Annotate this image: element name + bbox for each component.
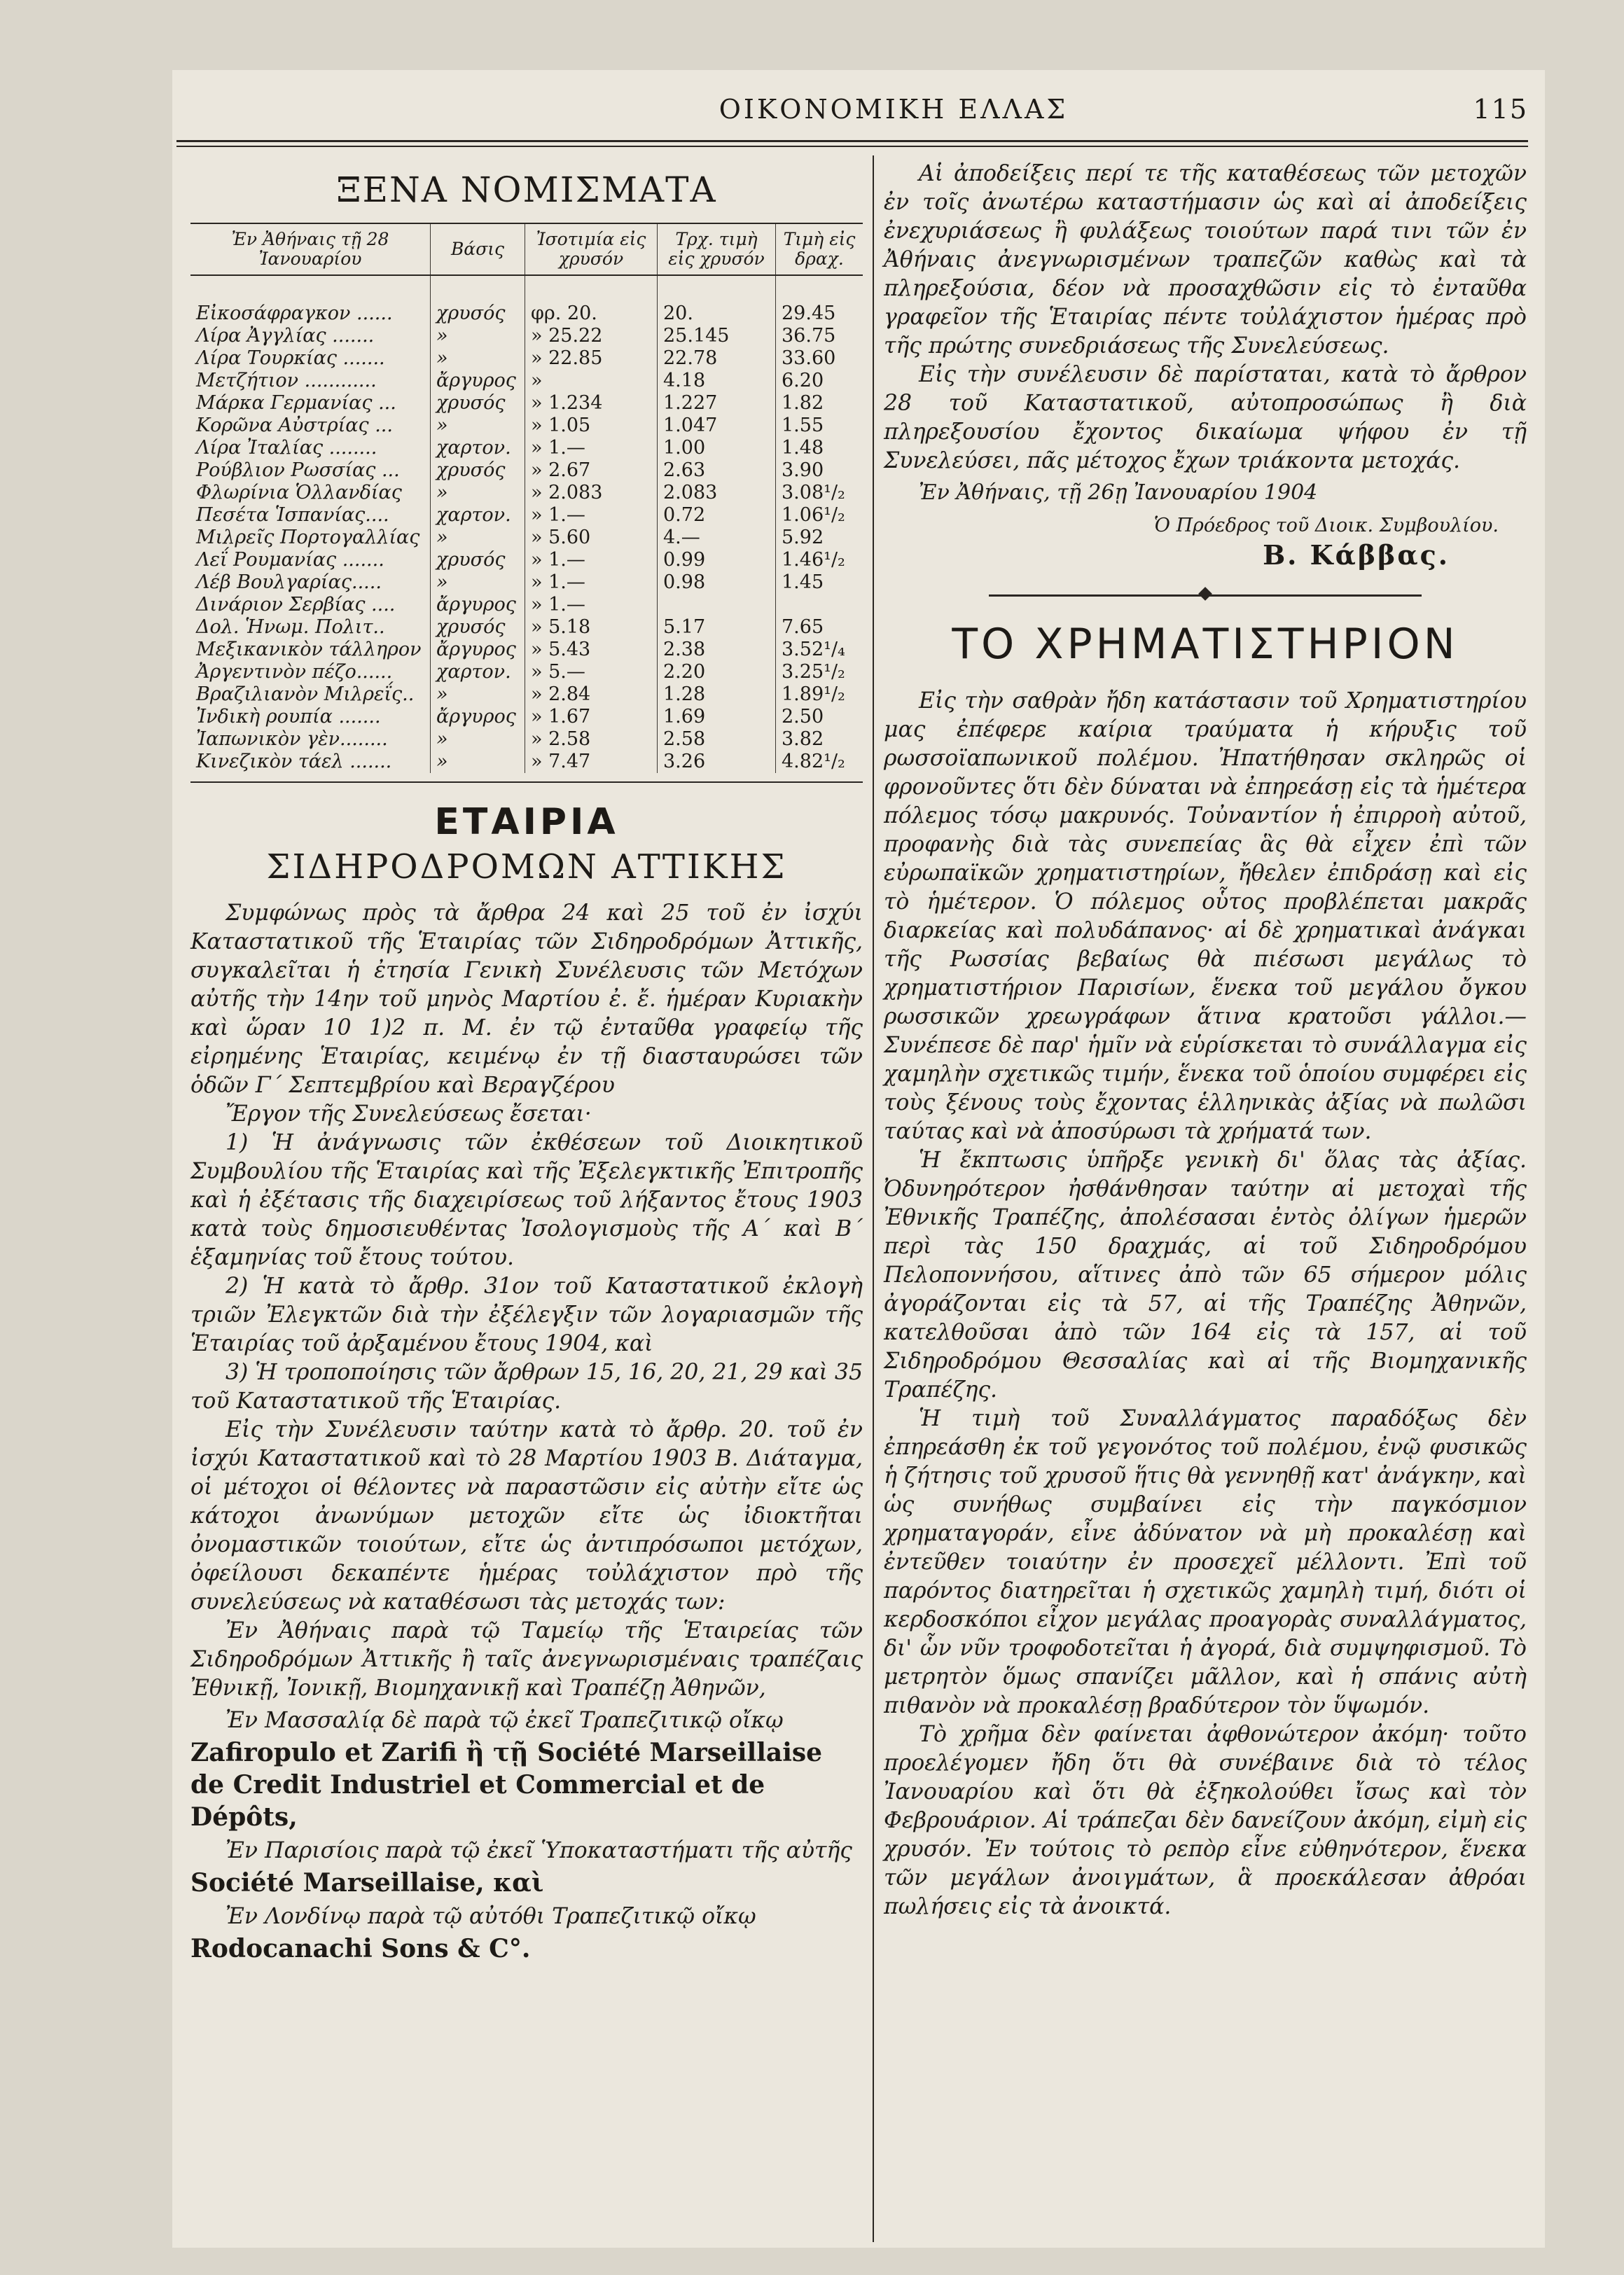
- table-cell: 1.28: [658, 683, 776, 706]
- page-number: 115: [1473, 94, 1528, 125]
- table-cell: »: [431, 728, 525, 751]
- table-cell: Λίρα Τουρκίας .......: [196, 347, 385, 369]
- table-cell: χρυσός: [431, 275, 525, 325]
- table-row: [190, 527, 863, 549]
- table-cell: » 5.60: [525, 527, 658, 549]
- table-cell: χαρτον.: [431, 437, 525, 459]
- notice-paragraph: Ἔργον τῆς Συνελεύσεως ἔσεται·: [225, 1101, 592, 1127]
- table-cell: Ἰαπωνικὸν γὲν........: [196, 728, 388, 750]
- table-cell: » 22.85: [525, 347, 658, 370]
- column-header: Τιμὴ εἰς δραχ.: [776, 223, 863, 275]
- deposit-location-prefix: Ἐν Λονδίνῳ παρὰ τῷ αὐτόθι Τραπεζιτικῷ οἴκῳ: [225, 1904, 756, 1929]
- table-cell: 1.48: [776, 437, 863, 459]
- table-row: [190, 347, 863, 370]
- table-row: [190, 594, 863, 616]
- table-cell: » 1.05: [525, 415, 658, 437]
- table-cell: 2.38: [658, 639, 776, 661]
- table-cell: » 1.234: [525, 392, 658, 415]
- table-cell: Λέβ Βουλγαρίας.....: [196, 571, 382, 593]
- article-paragraph: Τὸ χρῆμα δὲν φαίνεται ἀφθονώτερον ἀκόμη· τοῦτο προελέγομεν ἤδη ὅτι θὰ συνέβαινε διὰ τὸ τέλος Ἰανουαρίου καὶ ὅτι θὰ ἐξηκολούθει ἴσως καὶ τὸν Φεβρουάριον. Αἱ τράπεζαι δὲν δανείζουν ἀκόμη, εἰμὴ εἰς χρυσόν. Ἐν τούτοις τὸ ρεπὸρ εἶνε εὐθηνότερον, ἕνεκα τῶν μεγάλων ἀνοιγμάτων, ἃ προεκάλεσαν ἀθρόαι πωλήσεις εἰς τὰ ἀνοικτά.: [884, 1722, 1527, 1919]
- table-cell: 0.98: [658, 571, 776, 594]
- article-paragraph: Εἰς τὴν σαθρὰν ἤδη κατάστασιν τοῦ Χρηματιστηρίου μας ἐπέφερε καίρια τραύματα ἡ κήρυξις τοῦ ρωσσοϊαπωνικοῦ πολέμου. Ἠπατήθησαν σκληρῶς οἱ φρονοῦντες ὅτι δὲν δύναται νὰ ἐπηρεάσῃ εἰς τὰ ἡμέτερα πόλεμος τόσῳ μακρυνός. Τοὐναντίον ἡ ἐπιρροὴ αὐτοῦ, προφανὴς διὰ τὰς συνεπείας ἃς θὰ εἶχεν ἐπὶ τῶν εὐρωπαϊκῶν χρηματιστηρίων, ἤθελεν ἐπιδράσῃ καὶ εἰς τὸ ἡμέτερον. Ὁ πόλεμος οὗτος προβλέπεται μακρᾶς διαρκείας καὶ πολυδάπανος· αἱ δὲ χρηματικαὶ ἀνάγκαι τῆς Ρωσσίας βεβαίως θὰ πιέσωσι μεγάλως τὸ χρηματιστήριον Παρισίων, ἕνεκα τοῦ μεγάλου ὄγκου ρωσσικῶν χρεωγράφων ἅτινα κρατοῦσι γάλλοι.— Συνέπεσε δὲ παρ' ἡμῖν νὰ εὑρίσκεται τὸ συνάλλαγμα εἰς χαμηλὴν σχετικῶς τιμήν, ἕνεκα τοῦ ὁποίου συμφέρει εἰς τοὺς ξένους τοὺς ἔχοντας ἑλληνικὰς ἀξίας νὰ πωλῶσι ταύτας καὶ νὰ ἀποσύρωσι τὰ χρήματά των.: [884, 688, 1527, 1144]
- table-cell: χαρτον.: [431, 504, 525, 527]
- column-header: Τρχ. τιμὴ εἰς χρυσόν: [658, 223, 776, 275]
- table-cell: [776, 594, 863, 616]
- table-cell: 2.58: [658, 728, 776, 751]
- table-cell: »: [431, 571, 525, 594]
- table-cell: » 1.—: [525, 549, 658, 571]
- table-cell: » 1.—: [525, 571, 658, 594]
- table-cell: φρ. 20.: [525, 275, 658, 325]
- table-row: [190, 275, 863, 325]
- table-cell: 4.82¹/₂: [776, 751, 863, 773]
- table-row: [190, 616, 863, 639]
- table-cell: » 2.84: [525, 683, 658, 706]
- table-row: [190, 728, 863, 751]
- table-cell: 4.—: [658, 527, 776, 549]
- table-cell: »: [431, 415, 525, 437]
- table-cell: ἄργυρος: [431, 639, 525, 661]
- table-row: [190, 549, 863, 571]
- table-row: [190, 751, 863, 773]
- table-row: [190, 683, 863, 706]
- currency-table: [190, 223, 863, 773]
- table-cell: 0.72: [658, 504, 776, 527]
- table-cell: [658, 594, 776, 616]
- separator-diamond-icon: [1198, 587, 1212, 601]
- table-cell: 1.227: [658, 392, 776, 415]
- table-cell: 1.89¹/₂: [776, 683, 863, 706]
- deposit-location-bank: Rodocanachi Sons & C°.: [190, 1934, 531, 1963]
- table-cell: 3.08¹/₂: [776, 482, 863, 504]
- notice-paragraph: Εἰς τὴν συνέλευσιν δὲ παρίσταται, κατὰ τὸ ἄρθρον 28 τοῦ Καταστατικοῦ, αὐτοπροσώπως ἢ διὰ πληρεξουσίου ἔχοντος δικαίωμα ψήφου ἐν τῇ Συνελεύσει, πᾶς μέτοχος ἔχων τριάκοντα μετοχάς.: [884, 362, 1527, 473]
- table-cell: 3.26: [658, 751, 776, 773]
- table-cell: ἄργυρος: [431, 370, 525, 392]
- table-cell: » 1.—: [525, 594, 658, 616]
- table-cell: 4.18: [658, 370, 776, 392]
- table-bottom-rule: [190, 781, 863, 783]
- table-cell: 3.52¹/₄: [776, 639, 863, 661]
- deposit-location: [190, 1833, 863, 1899]
- table-cell: Μετζήτιον ............: [196, 370, 377, 391]
- table-cell: 25.145: [658, 325, 776, 347]
- table-cell: 6.20: [776, 370, 863, 392]
- table-row: [190, 415, 863, 437]
- table-row: [190, 392, 863, 415]
- left-column: [190, 160, 863, 1965]
- table-row: [190, 325, 863, 347]
- table-cell: »: [431, 683, 525, 706]
- table-cell: » 25.22: [525, 325, 658, 347]
- table-cell: Μεξικανικὸν τάλληρον: [196, 639, 422, 660]
- table-cell: » 2.083: [525, 482, 658, 504]
- table-cell: 1.69: [658, 706, 776, 728]
- table-cell: 5.92: [776, 527, 863, 549]
- table-cell: Δινάριον Σερβίας ....: [196, 594, 396, 615]
- table-cell: Πεσέτα Ἱσπανίας....: [196, 504, 389, 526]
- table-cell: » 2.67: [525, 459, 658, 482]
- table-row: [190, 482, 863, 504]
- table-row: [190, 459, 863, 482]
- table-cell: Λίρα Ἰταλίας ........: [196, 437, 377, 459]
- table-cell: 3.25¹/₂: [776, 661, 863, 683]
- table-row: [190, 370, 863, 392]
- table-cell: Βραζιλιανὸν Μιλρεΐς..: [196, 683, 415, 705]
- column-divider: [873, 155, 874, 2242]
- agenda-item: 2) Ἡ κατὰ τὸ ἄρθρ. 31ον τοῦ Καταστατικοῦ ἐκλογὴ τριῶν Ἐλεγκτῶν διὰ τὴν ἐξέλεγξιν τῶν λογαριασμῶν τῆς Ἑταιρίας τοῦ ἀρξαμένου ἔτους 1904, καὶ: [190, 1274, 863, 1356]
- deposit-location-prefix: Ἐν Παρισίοις παρὰ τῷ ἐκεῖ Ὑποκαταστήματι τῆς αὐτῆς: [225, 1838, 852, 1863]
- signatory-title: Ὁ Πρόεδρος τοῦ Διοικ. Συμβουλίου.: [1153, 515, 1499, 536]
- table-cell: Μιλρεῖς Πορτογαλλίας: [196, 527, 420, 548]
- table-cell: » 7.47: [525, 751, 658, 773]
- column-header: Ἰσοτιμία εἰς χρυσόν: [525, 223, 658, 275]
- table-cell: 1.82: [776, 392, 863, 415]
- table-cell: »: [431, 527, 525, 549]
- table-row: [190, 571, 863, 594]
- table-cell: Ἰνδικὴ ρουπία .......: [196, 706, 381, 728]
- company-subtitle: ΣΙΔΗΡΟΔΡΟΜΩΝ ΑΤΤΙΚΗΣ: [266, 847, 787, 886]
- table-cell: » 1.—: [525, 504, 658, 527]
- table-cell: » 5.—: [525, 661, 658, 683]
- table-row: [190, 661, 863, 683]
- page-header: [172, 90, 1545, 132]
- table-cell: » 1.67: [525, 706, 658, 728]
- table-cell: Φλωρίνια Ὁλλανδίας: [196, 482, 402, 503]
- agenda-item: 1) Ἡ ἀνάγνωσις τῶν ἐκθέσεων τοῦ Διοικητικοῦ Συμβουλίου τῆς Ἑταιρίας καὶ τῆς Ἐξελεγκτικῆς Ἐπιτροπῆς καὶ ἡ ἐξέτασις τῆς διαχειρίσεως τοῦ λήξαντος ἔτους 1903 κατὰ τοὺς δημοσιευθέντας Ἰσολογισμοὺς τῆς Α΄ καὶ Β΄ ἑξαμηνίας τοῦ ἔτους τούτου.: [190, 1130, 863, 1270]
- table-cell: 33.60: [776, 347, 863, 370]
- table-cell: 1.45: [776, 571, 863, 594]
- table-cell: ἄργυρος: [431, 706, 525, 728]
- table-cell: »: [431, 347, 525, 370]
- table-row: [190, 639, 863, 661]
- header-rule-thin: [176, 146, 1528, 147]
- table-cell: 2.20: [658, 661, 776, 683]
- table-cell: »: [525, 370, 658, 392]
- table-cell: » 2.58: [525, 728, 658, 751]
- currency-table-body: [190, 275, 863, 773]
- table-cell: χαρτον.: [431, 661, 525, 683]
- table-cell: »: [431, 751, 525, 773]
- table-cell: χρυσός: [431, 392, 525, 415]
- table-cell: 36.75: [776, 325, 863, 347]
- deposit-location-bank: Société Marseillaise, καὶ: [190, 1868, 544, 1898]
- table-cell: »: [431, 482, 525, 504]
- notice-paragraph: Εἰς τὴν Συνέλευσιν ταύτην κατὰ τὸ ἄρθρ. 20. τοῦ ἐν ἰσχύι Καταστατικοῦ καὶ τὸ 28 Μαρτίου 1903 Β. Διάταγμα, οἱ μέτοχοι οἱ θέλοντες νὰ παραστῶσιν εἰς αὐτὴν εἴτε ὡς κάτοχοι ἀνωνύμων μετοχῶν εἴτε ὡς ἰδιοκτῆται ὀνομαστικῶν τοιούτων, εἴτε ὡς ἀντιπρόσωποι μετόχων, ὀφείλουσι δεκαπέντε ἡμέρας τοὐλάχιστον πρὸ τῆς συνελεύσεως νὰ καταθέσωσι τὰς μετοχάς των:: [190, 1417, 863, 1615]
- article-paragraph: Ἡ τιμὴ τοῦ Συναλλάγματος παραδόξως δὲν ἐπηρεάσθη ἐκ τοῦ γεγονότος τοῦ πολέμου, ἐνῷ φυσικῶς ἡ ζήτησις τοῦ χρυσοῦ ἥτις θὰ γεννηθῇ κατ' ἀνάγκην, καὶ ὡς συνήθως συμβαίνει εἰς τὴν παγκόσμιον χρηματαγοράν, εἶνε ἀδύνατον νὰ μὴ προκαλέσῃ καὶ ἐντεῦθεν τοιαύτην ἐν προσεχεῖ μέλλοντι. Ἐπὶ τοῦ παρόντος διατηρεῖται ἡ σχετικῶς χαμηλὴ τιμή, διότι οἱ κερδοσκόποι εἶχον μεγάλας προαγορὰς συναλλάγματος, δι' ὧν νῦν τροφοδοτεῖται ἡ ἀγορά, διὰ συμψηφισμοῦ. Τὸ μετρητὸν ὅμως σπανίζει μᾶλλον, καὶ ἡ σπάνις αὐτὴ πιθανὸν νὰ προκαλέσῃ βραδύτερον τὸν ὕψωμόν.: [884, 1406, 1527, 1718]
- company-title: ΕΤΑΙΡΙΑ: [434, 801, 619, 843]
- table-cell: » 5.18: [525, 616, 658, 639]
- table-cell: 2.083: [658, 482, 776, 504]
- table-cell: ἄργυρος: [431, 594, 525, 616]
- currency-table-header: [190, 223, 863, 275]
- table-cell: 1.047: [658, 415, 776, 437]
- deposit-location-bank: Zafiropulo et Zarifi ἢ τῇ Société Marseillaise de Credit Industriel et Commercial et de Dépôts,: [190, 1738, 823, 1832]
- table-cell: 22.78: [658, 347, 776, 370]
- notice-paragraph: Αἱ ἀποδείξεις περί τε τῆς καταθέσεως τῶν μετοχῶν ἐν τοῖς ἀνωτέρω καταστήμασιν ὡς καὶ αἱ ἀποδείξεις ἐνεχυριάσεως ἢ φυλάξεως τοιούτων παρά τινι τῶν ἐν Ἀθήναις ἀνεγνωρισμένων τραπεζῶν καθὼς καὶ τὰ πληρεξούσια, δέον νὰ προσαχθῶσιν εἰς τὸ ἐνταῦθα γραφεῖον τῆς Ἑταιρίας πέντε τοὐλάχιστον ἡμέρας πρὸ τῆς πρώτης συνεδριάσεως τῆς Συνελεύσεως.: [884, 161, 1527, 359]
- deposit-location-prefix: Ἐν Μασσαλίᾳ δὲ παρὰ τῷ ἐκεῖ Τραπεζιτικῷ οἴκῳ: [225, 1708, 784, 1733]
- foreign-currencies-title: ΞΕΝΑ ΝΟΜΙΣΜΑΤΑ: [336, 169, 717, 210]
- section-separator: [884, 580, 1527, 610]
- deposit-location: [190, 1703, 863, 1833]
- table-cell: Δολ. Ἡνωμ. Πολιτ..: [196, 616, 385, 638]
- table-cell: Ἀργεντινὸν πέζο......: [196, 661, 393, 683]
- table-cell: Κινεζικὸν τάελ .......: [196, 751, 392, 772]
- table-cell: χρυσός: [431, 616, 525, 639]
- table-cell: »: [431, 325, 525, 347]
- table-cell: 1.00: [658, 437, 776, 459]
- table-cell: 0.99: [658, 549, 776, 571]
- table-cell: 3.90: [776, 459, 863, 482]
- stock-exchange-title: ΤΟ ΧΡΗΜΑΤΙΣΤΗΡΙΟΝ: [952, 620, 1459, 669]
- table-cell: χρυσός: [431, 459, 525, 482]
- running-title: ΟΙΚΟΝΟΜΙΚΗ ΕΛΛΑΣ: [719, 94, 1069, 125]
- table-cell: 20.: [658, 275, 776, 325]
- agenda-item: 3) Ἡ τροποποίησις τῶν ἄρθρων 15, 16, 20, 21, 29 καὶ 35 τοῦ Καταστατικοῦ τῆς Ἑταιρίας.: [190, 1360, 863, 1414]
- table-cell: 2.63: [658, 459, 776, 482]
- header-rule: [176, 140, 1528, 142]
- table-cell: Λεΐ Ρουμανίας .......: [196, 549, 384, 571]
- table-cell: » 5.43: [525, 639, 658, 661]
- table-cell: 1.46¹/₂: [776, 549, 863, 571]
- table-cell: 1.06¹/₂: [776, 504, 863, 527]
- notice-paragraph: Συμφώνως πρὸς τὰ ἄρθρα 24 καὶ 25 τοῦ ἐν ἰσχύι Καταστατικοῦ τῆς Ἑταιρίας τῶν Σιδηροδρόμων Ἀττικῆς, συγκαλεῖται ἡ ἐτησία Γενικὴ Συνέλευσις τῶν Μετόχων αὐτῆς τὴν 14ην τοῦ μηνὸς Μαρτίου ἐ. ἔ. ἡμέραν Κυριακὴν καὶ ὥραν 10 1)2 π. Μ. ἐν τῷ ἐνταῦθα γραφείῳ τῆς εἰρημένης Ἑταιρίας, κειμένῳ ἐν τῇ διασταυρώσει τῶν ὁδῶν Γ΄ Σεπτεμβρίου καὶ Βεραγζέρου: [190, 900, 863, 1098]
- column-header: Βάσις: [431, 223, 525, 275]
- table-cell: Κορῶνα Αὐστρίας ...: [196, 415, 393, 436]
- table-cell: 5.17: [658, 616, 776, 639]
- table-cell: Εἰκοσάφραγκον ......: [196, 302, 393, 324]
- column-header: Ἐν Ἀθήναις τῇ 28 Ἰανουαρίου: [190, 223, 431, 275]
- deposit-location: [190, 1899, 863, 1965]
- table-cell: 29.45: [776, 275, 863, 325]
- table-cell: Μάρκα Γερμανίας ...: [196, 392, 396, 414]
- table-cell: 7.65: [776, 616, 863, 639]
- table-cell: χρυσός: [431, 549, 525, 571]
- table-cell: 2.50: [776, 706, 863, 728]
- table-cell: Λίρα Ἀγγλίας .......: [196, 325, 375, 347]
- table-cell: 1.55: [776, 415, 863, 437]
- table-row: [190, 706, 863, 728]
- table-row: [190, 437, 863, 459]
- signatory-name: Β. Κάββας.: [1263, 539, 1450, 571]
- notice-date: Ἐν Ἀθήναις, τῇ 26ῃ Ἰανουαρίου 1904: [919, 480, 1318, 505]
- table-cell: 3.82: [776, 728, 863, 751]
- notice-paragraph: Ἐν Ἀθήναις παρὰ τῷ Ταμείῳ τῆς Ἑταιρείας τῶν Σιδηροδρόμων Ἀττικῆς ἢ ταῖς ἀνεγνωρισμέναις τραπέζαις Ἐθνικῇ, Ἰονικῇ, Βιομηχανικῇ καὶ Τραπέζῃ Ἀθηνῶν,: [190, 1618, 863, 1701]
- table-cell: Ρούβλιον Ρωσσίας ...: [196, 459, 400, 481]
- article-paragraph: Ἡ ἔκπτωσις ὑπῆρξε γενικὴ δι' ὅλας τὰς ἀξίας. Ὀδυνηρότερον ἠσθάνθησαν ταύτην αἱ μετοχαὶ τῆς Ἐθνικῆς Τραπέζης, ἀπολέσασαι ἐντὸς ὀλίγων ἡμερῶν περὶ τὰς 150 δραχμάς, αἱ τοῦ Σιδηροδρόμου Πελοποννήσου, αἵτινες ἀπὸ τῶν 65 σήμερον μόλις ἀγοράζονται εἰς τὰ 57, αἱ τῆς Τραπέζης Ἀθηνῶν, κατελθοῦσαι ἀπὸ τῶν 164 εἰς τὰ 157, αἱ τοῦ Σιδηροδρόμου Θεσσαλίας καὶ αἱ τῆς Βιομηχανικῆς Τραπέζης.: [884, 1148, 1527, 1403]
- table-row: [190, 504, 863, 527]
- right-column: [884, 160, 1527, 1921]
- table-cell: » 1.—: [525, 437, 658, 459]
